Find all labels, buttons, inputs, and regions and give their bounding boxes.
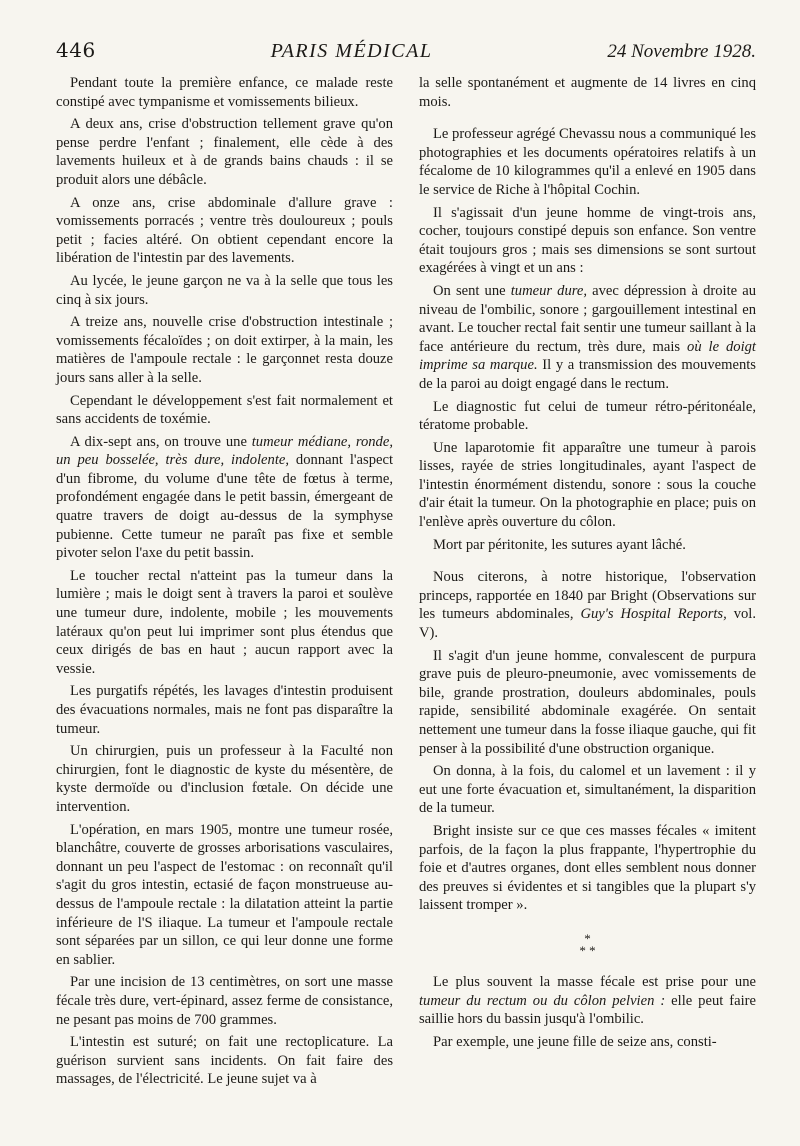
paragraph-text-run: vol. V). <box>419 606 756 642</box>
separator-bottom-stars: * * <box>579 942 596 958</box>
running-header <box>56 38 756 68</box>
paragraph: Mort par péritonite, les sutures ayant lâché. <box>433 536 686 553</box>
paragraph <box>419 282 756 394</box>
paragraph: Cependant le développement s'est fait normalement et sans accidents de toxémie. <box>56 392 393 428</box>
paragraph: Le professeur agrégé Chevassu nous a communiqué les photographies et les documents opératoires relatifs à un fécalome de 10 kilogrammes qu'il a enlevé en 1905 dans le service de Riche à l'hôpital Cochin. <box>419 126 756 198</box>
paragraph <box>56 433 393 563</box>
left-column <box>56 74 393 1093</box>
paragraph: A treize ans, nouvelle crise d'obstruction intestinale ; vomissements fécaloïdes ; on doit extirper, à la main, les matières de l'ampoule rectale : le garçonnet resta douze jours sans aller à la selle. <box>56 314 393 386</box>
paragraph: L'opération, en mars 1905, montre une tumeur rosée, blanchâtre, couverte de grosses arborisations vasculaires, donnant un peu l'aspect de l'estomac : on reconnaît qu'il s'agit du gros intestin, ectasié de façon monstrueuse au-dessus de l'ampoule rectale : la dilatation atteint la partie inférieure de l'S iliaque. La tumeur et l'ampoule rectale sont séparées par un sillon, ce qui leur donne une forme en sablier. <box>56 821 393 968</box>
text-columns <box>56 74 756 1093</box>
paragraph: On donna, à la fois, du calomel et un lavement : il y eut une forte évacuation et, simultanément, la disparition de la tumeur. <box>419 763 756 817</box>
paragraph-text-run: Il y a transmission des mouvements de la paroi au doigt engagé dans le rectum. <box>419 357 756 392</box>
paragraph: Par exemple, une jeune fille de seize ans, consti- <box>433 1033 717 1050</box>
paragraph: la selle spontanément et augmente de 14 livres en cinq mois. <box>419 75 756 110</box>
paragraph: Un chirurgien, puis un professeur à la Faculté non chirurgien, font le diagnostic de kyste du mésentère, de kyste dermoïde ou d'inclusion fœtale. On décide une intervention. <box>56 743 393 815</box>
section-separator-asterisks <box>419 930 756 958</box>
emphasis-text: où le doigt imprime sa marque. <box>419 338 756 374</box>
paragraph-text-run: On sent une <box>433 282 511 299</box>
paragraph-text-run: Le plus souvent la masse fécale est prise pour une <box>433 973 756 990</box>
paragraph: Le diagnostic fut celui de tumeur rétro-péritonéale, tératome probable. <box>419 398 756 434</box>
paragraph: Pendant toute la première enfance, ce malade reste constipé avec tympanisme et vomissements bilieux. <box>56 75 393 110</box>
separator-top-star: * <box>584 930 591 946</box>
paragraph: A deux ans, crise d'obstruction tellement grave qu'on pense perdre l'enfant ; finalement, elle cède à des lavements huileux et à de grands bains chauds : il se produit alors une débâcle. <box>56 116 393 188</box>
paragraph: L'intestin est suturé; on fait une rectoplicature. La guérison survient sans incidents. On fait faire des massages, de l'électricité. Le jeune sujet va à <box>56 1034 393 1088</box>
paragraph-text-run: elle peut faire saillie hors du bassin jusqu'à l'ombilic. <box>419 992 756 1028</box>
paragraph: A onze ans, crise abdominale d'allure grave : vomissements porracés ; ventre très douloureux ; pouls petit ; facies altéré. On obtient cependant encore la libération de l'intestin par des lavements. <box>56 194 393 267</box>
paragraph: Bright insiste sur ce que ces masses fécales « imitent parfois, de la façon la plus frappante, l'hypertrophie du foie et d'autres organes, dont elles semblent nous donner des preuves si évidentes et si tangibles que la plupart s'y laissent tromper ». <box>419 822 756 914</box>
paragraph-text-run: A dix-sept ans, on trouve une <box>70 433 252 450</box>
paragraph: Il s'agissait d'un jeune homme de vingt-trois ans, cocher, toujours constipé depuis son enfance. Son ventre était toujours gros ; mais ses dimensions se sont surtout exagérées à vingt et un ans : <box>419 204 756 277</box>
paragraph-text-run: avec dépression à droite au niveau de l'ombilic, sonore ; gargouillement intestinal en avant. Le toucher rectal fait sentir une tumeur saillant à la face antérieure du rectum, très dure, mais <box>419 282 756 355</box>
emphasis-text: tumeur médiane, ronde, un peu bosselée, très dure, indolente, <box>56 433 393 469</box>
paragraph-text-run: Nous citerons, à notre historique, l'observation princeps, rapportée en 1840 par Bright (Observations sur les tumeurs abdominales, <box>419 569 756 623</box>
paragraph <box>419 973 756 1029</box>
issue-date: 24 Novembre 1928. <box>607 41 756 62</box>
paragraph: Par une incision de 13 centimètres, on sort une masse fécale très dure, vert-épinard, assez ferme de consistance, ne pesant pas moins de 700 grammes. <box>56 974 393 1028</box>
paragraph: Une laparotomie fit apparaître une tumeur à parois lisses, rayée de stries longitudinales, ayant l'aspect de l'intestin énormément distendu, sonore : sous la couche d'air était la tumeur. On la photographie en place; puis on l'enlève après ouverture du côlon. <box>419 439 756 531</box>
paragraph: Au lycée, le jeune garçon ne va à la selle que tous les cinq à six jours. <box>56 272 393 308</box>
paragraph: Il s'agit d'un jeune homme, convalescent de purpura grave puis de pleuro-pneumonie, avec vomissements de bile, grande prostration, douleurs abdominales, pouls rapide, sensibilité abdominale exagérée. On sentait nettement une tumeur dans la fosse iliaque gauche, qui fit penser à la possibilité d'une obstruction organique. <box>419 647 756 757</box>
journal-title: PARIS MÉDICAL <box>270 40 433 62</box>
page-number: 446 <box>56 38 96 62</box>
right-column <box>419 74 756 1093</box>
paragraph: Les purgatifs répétés, les lavages d'intestin produisent des évacuations normales, mais ne font pas disparaître la tumeur. <box>56 683 393 737</box>
paragraph-text-run: donnant l'aspect d'un fibrome, du volume d'une tête de fœtus à terme, profondément engagée dans le petit bassin, émergeant de quatre travers de doigt au-dessus de la symphyse pubienne. Cette tumeur ne paraît pas fixe et semble pivoter selon l'axe du petit bassin. <box>56 452 393 562</box>
paragraph <box>419 568 756 642</box>
emphasis-text: Guy's Hospital Reports, <box>580 606 727 623</box>
paragraph: Le toucher rectal n'atteint pas la tumeur dans la lumière ; mais le doigt sent à travers la paroi et soulève une tumeur dure, indolente, mobile ; les mouvements latéraux qu'on peut lui imprimer sont plus étendus que ceux dirigés de bas en haut ; aucun rapport avec la vessie. <box>56 567 393 677</box>
emphasis-text: tumeur du rectum ou du côlon pelvien : <box>419 992 666 1009</box>
emphasis-text: tumeur dure, <box>510 282 588 299</box>
